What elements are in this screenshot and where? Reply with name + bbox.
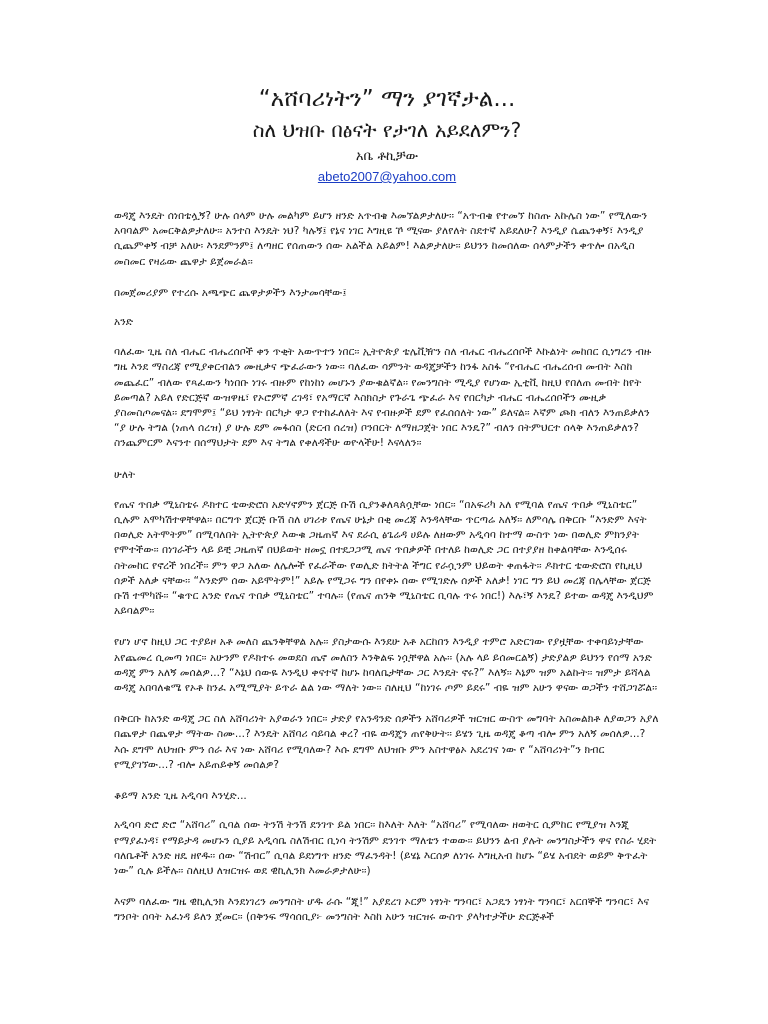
paragraph-section-two: የጤና ጥበቃ ሚኒስቴሩ ዶክተር ቴውድሮስ አድሃኖምን ጀርጅ ቡሽ ሲያንቆለጳጰሷቸው ነበር፡፡ “በአፍሪካ አለ የሚባል የጤና ጥበቃ ሚኒስቴር” ሲሉም አሞካሽተዋቸዋል፡፡ በርግጥ ጀርጅ ቡሽ ስለ ሀገሪቱ የጤና ሁኔታ በቂ መረጃ እንዳላቸው ጥርጣሬ አለኝ፡፡ ለምሳሌ በቅርቡ “እንድም እናት በወሊድ አትሞትም” በሚባለበት ኢትዮጵያ እውቁ ጋዜጠኛ እና ደራሲ ፅጌሬዳ ሀይሉ ለዘውም አዲሳባ ከተማ ውስጥ ነው በወሊድ ምክንያት የሞተችው፡፡ በነገራችን ላይ ይቺ ጋዜጠኛ በህይወት ዘመኗ በተደጋጋሚ ጤና ጥበቃዎች በተለይ ከወሊድ ጋር በተያያዘ ከቀልባቸው እንዲሰሩ ስትመከር የኖረች ነበረች፡፡ ምን ዋጋ አለው ለሌሎች የፈራችው የወሊድ ክትትል ችግር የራሷንም ህይወት ቀጠፋት፡፡ ዶክተር ቴውድሮስ የኪዚህ ሰዎች አለቃ ናቸው፡፡ “እንድም ሰው አይሞትም!” አይሉ የሚጋሩ ግን በየቀኑ ሰው የሚገድሉ ሰዎች አለቃ! ነገር ግን ይህ መረጃ በሌላቸው ጀርጅ ቡሽ ተሞካሹ፡፡ “ቁጥር አንድ የጤና ጥበቃ ሚኒስቴር” ተባሉ፡፡ (የጤና ጠንቅ ሚኒስቴር ቢባሉ ጥሩ ነበር!) እሉ፣ኝ እንዴ? ይተው ወዳጄ እንዲህም አይባልም፡፡: [114, 498, 654, 618]
paragraph-intro: በመጀመሪያም የተረሱ አጫጭር ጨዋታዎችን እንታመሳቸው፤: [114, 286, 347, 299]
author-name: አቤ ቶኪቻው: [355, 149, 419, 164]
paragraph-addis-intro: ቆይማ አንድ ጊዜ አዲሳባ እንሂድ...: [114, 790, 247, 803]
paragraph-addis: አዲሳባ ድሮ ድሮ “አሸባሪ” ሲባል ሰው ትንሽ ትንሽ ደንገጥ ይል ነበር፡፡ ከእለት እለት “አሸባሪ” የሚባለው ዘወትር ሲምከር የሚያዝ እንጂ የማያፈነዳ፣ የማይታዳ መሆኑን ሲያይ አዲሳቤ ስለሽብር ቢነሳ ትንሽም ደንገጥ ማለቴን ተወው፡፡ ይህንን ልብ ያሉት መንግስታችን ዋና የስራ ሂደት ባለቤቶች አንድ ዘዴ ዘየዱ፡፡ ሰው “ሽብር” ሲባል ይደነግጥ ዘንድ ማፈንዳት! (ይሄኔ እርሰዎ ለነገሩ እግዚአብ ከሆኑ “ይሄ አብደት ወይም ቅጥፈት ነው” ሲሉ ይችሉ፡፡ ስለዚህ ለዝርዝሩ ወደ ዊኪሊንክ እመራዎታለሁ፡፡): [114, 819, 657, 877]
article-subtitle: ስለ ህዝቡ በፅናት የታገለ አይደለምን?: [252, 118, 522, 142]
section-heading-two: ሁለት: [114, 468, 136, 481]
paragraph-greeting: ወዳጄ እንዴት ሰነበቴሏኝ? ሁሉ ሰላም ሁሉ መልካም ይሆን ዘንድ አጥብቄ እመኘልዎታለሁ፡፡ “አጥብቄ የተመኘ ከስጡ አኩሌስ ነው” የሚለውን አባባልም አመርቅልዎታለሁ፡፡ አንተስ እንዴት ነህ? ካሉኝ፤ የኔና ነገር እግዚዩ ኾ ሚናው ያለየለት ስደተኛ አይደለሁ? እንዲያ ሴጨንቀኝ፣ እንዲያ ሲጨምቀኝ ብቻ አለሁ፡ እንደምንም፤ ለጣዘር የሰጠውን ሰው አልችል አይልም! እልዎታለሁ፡፡ ይህንን ከመሰለው ሰላምታችን ቀጥሎ በአዲስ መስመር የዛሬው ጨዋታ ይጀመራል፡፡: [114, 210, 648, 268]
article-title: “አሸባሪነትን” ማን ያገኛታል...: [258, 86, 516, 112]
author-email-link[interactable]: abeto2007@yahoo.com: [317, 169, 457, 184]
paragraph-terrorism-talk: በቅርቡ ከአንድ ወዳጄ ጋር ስለ አሸባሪነት አያወራን ነበር፡፡ ታድያ የአንዳንድ ሰዎችን አሸባሪዎች ዝርዝር ውስጥ መግባት አስመልክቶ ለያወጋን አያለ በጨዋታ በጨዋታ ማትው ስሙ...? እንዴት አሸባሪ ሳይባል ቀረ? ብዬ ወዳጄን ጠየቅሁት፡፡ ይሄን ጊዜ ወዳጄ ቆጣ ብሎ ምን አለኝ መሰለዎ...? እሱ ደግሞ ለህዝቡ ምን ሰራ እና ነው አሸባሪ የሚባለው? እሱ ደግሞ ለህዝቡ ምን አስተዋፅኦ አደረገና ነው የ “አሸባሪነት”ን ክብር የሚያገኘው...? ብሎ አይጠይቀኝ መሰልዎ?: [114, 713, 659, 771]
article-header: [84, 0, 690, 186]
section-heading-one: አንድ: [114, 316, 134, 329]
paragraph-meles: የሆነ ሆኖ ከዚህ ጋር ተያይዞ አቶ መለስ ጨንቅቸዋል አሉ፡፡ ያስታውሱ እንደሁ አቶ አርከበን እንዲያ ተምሮ አድርገው የያዟቸው ተቀባይነታቸው አየጨመረ ሲመጣ ነበር፡፡ አሁንም የዶክተሩ መወደስ ጤኖ መለስን እንቅልፍ ነሷቸዋል አሉ፡፡ (አሉ ላይ ይሰመርልኝ) ታድያልዎ ይህንን የሰማ አንድ ወዳጄ ምን አለኝ መሰልዎ...? “እኔህ ሰውዬ እንዲህ ቀናተኛ ከሆኑ ከባለቤታቸው ጋር እንዴት ኖሩ?” እለኝ፡፡ እኔም ዝም አልኩት፡፡ ዝምታ ይሻላል ወዳጄ አበባለቁሜ የኦቶ ከንፈ አሚሚያት ይጥራ ልል ነው ማለት ነው፡፡ ስለዚህ “ከነገሩ ጦም ይደሩ” ብዬ ዝም አሁን ዋናው ወጋችን ተሸጋገሯል፡፡: [114, 636, 658, 695]
paragraph-wikileaks: እናም ባለፈው ግዜ ዊኪሊንክ እንደነገረን መንግስት ሆዱ ራሱ “ጂ!” አያደረገ ኦርም ነፃነት ግንባር፣ አጋዴን ነፃነት ግንባር፣ አርበኞች ግንባር፣ እና ግንቦት ሰባት አፈነዳ ይለን ጀመር፡፡ (በቅንፍ ማሳሰቢያ፦ መንግስት እስከ አሁን ዝርዝሩ ውስጥ ያላካተታችሁ ድርጅቶች: [114, 896, 650, 924]
article-body: [114, 209, 660, 926]
paragraph-section-one: ባለፈው ጊዜ ስለ ብሔር ብሔረሰቦች ቀን ጥቂት አውጥተን ነበር፡፡ ኢትዮጵያ ቴሌቪዥን ስለ ብሔር ብሔረሰቦች እኩልነት መከበር ሲነግረን ብዙ ግዜ እንደ ማስረጃ የሚያቀርብልን ሙዚቃና ጭፈራውን ነው፡፡ ባለፈው ሳምንት ወዳጄቻችን ከንፋ አስፋ “የብሔር ብሔረሰብ መብት እስከ መጨፈር” ብለው የጻፈውን ካነበቡ ነገሩ ብዙም የከነከነ መሆኑን ያውቁልኛል፡፡ የመንግስት ሚዲያ የሆነው ኢቲቪ ከዚህ የበለጠ መብት ከየት ይመጣል? አይለ የድርጅኛ ውዝዋዜ፣ የኦሮምኛ ረገዳ፣ የአማርኛ እስክስታ የጉራጌ ጭፈራ እና የበርካታ ብሔር ብሔረሰቦችን ሙዚቃ ያስመስጦመናል፡፡ ደግሞም፤ “ይህ ነፃነት በርካታ ዋጋ የተከፈለለት እና የብዙዎች ደም የፈሰሰለት ነው” ይለናል፡፡ እኛም ጮክ ብለን እንጠይቃለን “ያ ሁሉ ትግል (ነጠላ ሰረዝ) ያ ሁሉ ደም መፋሰስ (ድርብ ሰረዝ) ቦንበርት ለማዘጋጀት ነበር እንዴ?” ብለን በትምህርተ ሰላቅ እንጠይቃለን? ስንጨምርም እናንተ በሰማህታት ደም እና ትግል የቀለዳችሁ ወዮላችሁ! እናላለን፡፡: [114, 346, 652, 450]
